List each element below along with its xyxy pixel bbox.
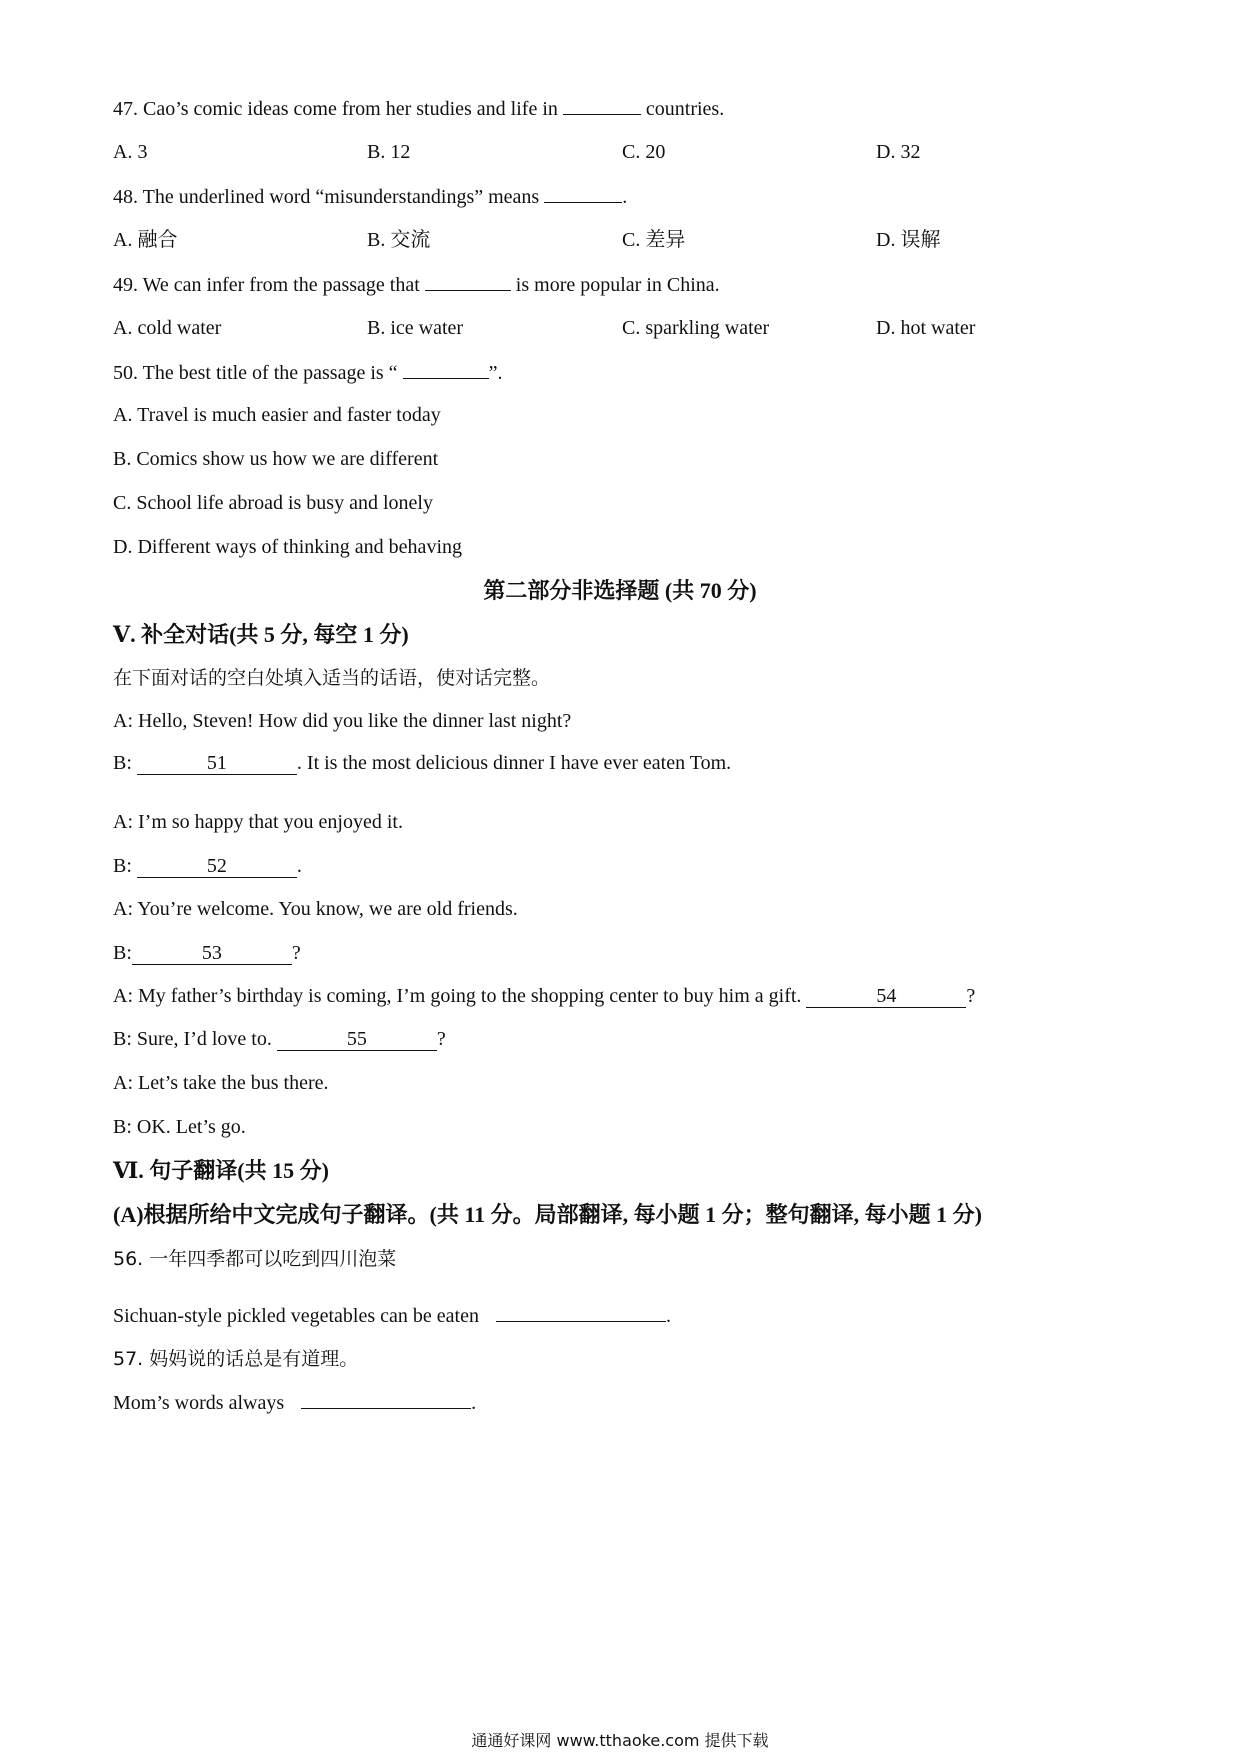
q50-answer-blank[interactable]	[403, 360, 489, 379]
q56-end: .	[665, 1305, 671, 1327]
q47-option-c[interactable]: C. 20	[622, 141, 666, 163]
section6-title: Ⅵ. 句子翻译(共 15 分)	[113, 1158, 329, 1183]
q48-option-c[interactable]: C. 差异	[622, 229, 686, 251]
q47-option-b[interactable]: B. 12	[367, 141, 411, 163]
answer-blank-55[interactable]: 55	[277, 1028, 437, 1051]
section6-subtitle: (A)根据所给中文完成句子翻译。(共 11 分。局部翻译, 每小题 1 分；整句翻译, 每小题 1 分)	[113, 1202, 982, 1227]
q49-stem: 49. We can infer from the passage that	[113, 274, 420, 296]
q56-answer-blank[interactable]	[496, 1303, 666, 1322]
part2-title: 第二部分非选择题 (共 70 分)	[483, 578, 757, 603]
q49-option-b[interactable]: B. ice water	[367, 317, 464, 339]
answer-blank-53[interactable]: 53	[132, 942, 292, 965]
q56-chinese: 56. 一年四季都可以吃到四川泡菜	[113, 1248, 397, 1270]
dialog-line-6-text: ?	[291, 942, 301, 964]
dialog-speaker: B:	[113, 942, 132, 964]
dialog-line-7-end: ?	[966, 985, 976, 1007]
dialog-line-8	[113, 1027, 446, 1051]
dialog-line-5: A: You’re welcome. You know, we are old friends.	[113, 898, 518, 920]
q47-stem: 47. Cao’s comic ideas come from her studies and life in	[113, 98, 558, 120]
q48-option-a[interactable]: A. 融合	[113, 229, 178, 251]
q50-stem-end: ”.	[488, 362, 503, 384]
question-49	[113, 272, 720, 297]
dialog-line-2-text: . It is the most delicious dinner I have ever eaten Tom.	[296, 752, 732, 774]
dialog-line-1: A: Hello, Steven! How did you like the dinner last night?	[113, 710, 572, 732]
section5-title: Ⅴ. 补全对话(共 5 分, 每空 1 分)	[113, 622, 409, 647]
q50-option-c[interactable]: C. School life abroad is busy and lonely	[113, 492, 433, 514]
dialog-speaker: B:	[113, 855, 132, 877]
q47-answer-blank[interactable]	[563, 96, 641, 115]
answer-blank-52[interactable]: 52	[137, 855, 297, 878]
q49-answer-blank[interactable]	[425, 272, 511, 291]
dialog-line-8-end: ?	[436, 1028, 446, 1050]
q50-option-a[interactable]: A. Travel is much easier and faster today	[113, 404, 441, 426]
q47-option-a[interactable]: A. 3	[113, 141, 148, 163]
q50-option-b[interactable]: B. Comics show us how we are different	[113, 448, 439, 470]
q57-english-text: Mom’s words always	[113, 1392, 285, 1414]
section5-instruction: 在下面对话的空白处填入适当的话语，使对话完整。	[113, 667, 551, 689]
dialog-speaker: B:	[113, 752, 132, 774]
q47-option-d[interactable]: D. 32	[876, 141, 921, 163]
dialog-line-8-text: B: Sure, I’d love to.	[113, 1028, 272, 1050]
dialog-line-4	[113, 854, 302, 878]
q50-stem: 50. The best title of the passage is “	[113, 362, 398, 384]
dialog-line-3: A: I’m so happy that you enjoyed it.	[113, 811, 403, 833]
q48-option-b[interactable]: B. 交流	[367, 229, 431, 251]
q48-option-d[interactable]: D. 误解	[876, 229, 941, 251]
page-footer: 通通好课网 www.tthaoke.com 提供下载	[471, 1731, 769, 1750]
q47-stem-end: countries.	[645, 98, 725, 120]
dialog-line-7-text: A: My father’s birthday is coming, I’m going to the shopping center to buy him a gift.	[113, 985, 802, 1007]
q57-end: .	[471, 1392, 477, 1414]
q57-english	[113, 1390, 476, 1415]
dialog-line-7	[113, 984, 975, 1008]
question-48	[113, 184, 627, 209]
answer-blank-51[interactable]: 51	[137, 752, 297, 775]
dialog-line-4-text: .	[296, 855, 302, 877]
question-47	[113, 96, 724, 121]
q48-stem-end: .	[622, 186, 628, 208]
q50-option-d[interactable]: D. Different ways of thinking and behaving	[113, 536, 462, 558]
dialog-line-9: A: Let’s take the bus there.	[113, 1072, 329, 1094]
dialog-line-2	[113, 751, 731, 775]
question-50	[113, 360, 502, 385]
q49-stem-end: is more popular in China.	[515, 274, 720, 296]
q49-option-a[interactable]: A. cold water	[113, 317, 222, 339]
dialog-line-6	[113, 941, 301, 965]
q57-answer-blank[interactable]	[301, 1390, 471, 1409]
q56-english	[113, 1303, 671, 1328]
q48-stem: 48. The underlined word “misunderstandings” means	[113, 186, 540, 208]
answer-blank-54[interactable]: 54	[806, 985, 966, 1008]
dialog-line-10: B: OK. Let’s go.	[113, 1116, 246, 1138]
q49-option-c[interactable]: C. sparkling water	[622, 317, 770, 339]
q48-answer-blank[interactable]	[544, 184, 622, 203]
q57-chinese: 57. 妈妈说的话总是有道理。	[113, 1348, 359, 1370]
q56-english-text: Sichuan-style pickled vegetables can be eaten	[113, 1305, 479, 1327]
q49-option-d[interactable]: D. hot water	[876, 317, 976, 339]
